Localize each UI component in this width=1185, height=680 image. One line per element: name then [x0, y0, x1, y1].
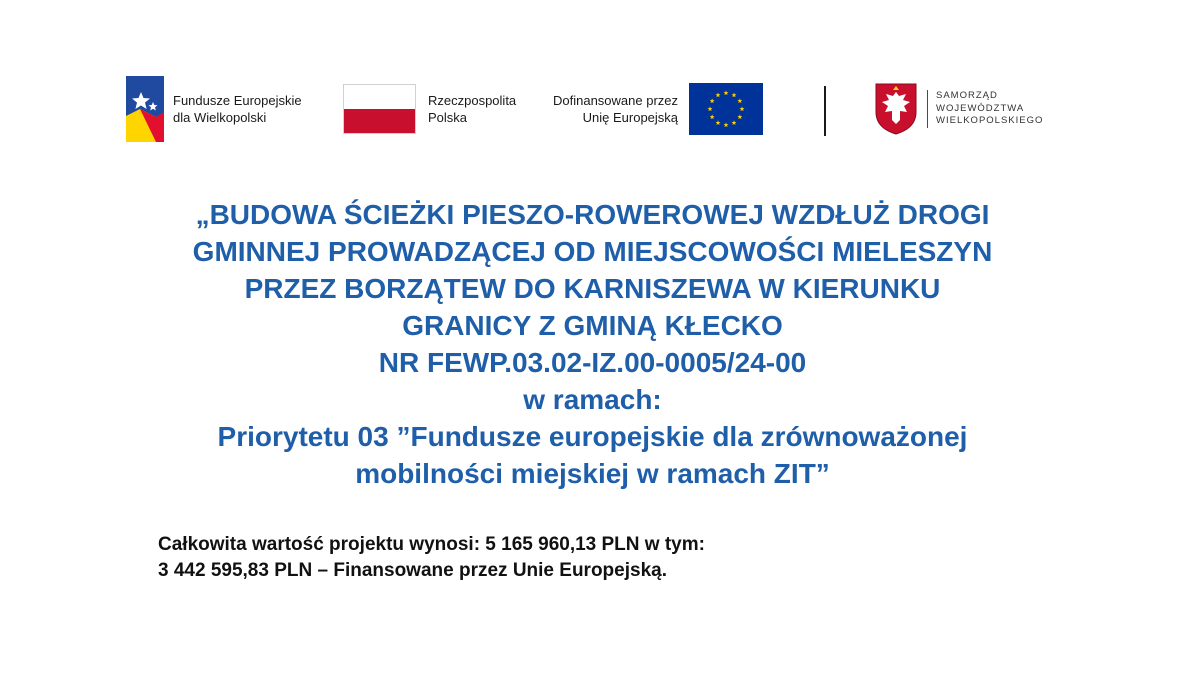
region-logo-text — [936, 90, 1043, 128]
funds-logo-line2: dla Wielkopolski — [173, 110, 267, 125]
funds-logo — [126, 76, 302, 142]
poland-logo-text — [428, 92, 516, 126]
poland-logo — [343, 76, 516, 142]
title-line-4: GRANICY Z GMINĄ KŁECKO — [402, 310, 783, 341]
poland-logo-line2: Polska — [428, 110, 468, 125]
region-logo-separator — [927, 90, 928, 128]
title-line-framework: w ramach: — [523, 384, 662, 415]
eu-flag-icon — [689, 83, 763, 135]
poland-logo-line1: Rzeczpospolita — [428, 93, 517, 108]
total-value-line: Całkowita wartość projektu wynosi: 5 165 960,13 PLN w tym: — [158, 534, 705, 555]
wielkopolska-eagle-crest-icon — [874, 82, 918, 136]
project-value-block — [158, 532, 705, 584]
eu-funding-line: 3 442 595,83 PLN – Finansowane przez Unie Europejską. — [158, 560, 667, 581]
polish-flag-icon — [343, 84, 416, 134]
region-logo — [874, 76, 1043, 142]
title-line-3: PRZEZ BORZĄTEW DO KARNISZEWA W KIERUNKU — [244, 273, 941, 304]
title-line-1: „BUDOWA ŚCIEŻKI PIESZO-ROWEROWEJ WZDŁUŻ DROGI — [195, 199, 990, 230]
eu-logo-line1: Dofinansowane przez — [553, 93, 679, 108]
eu-logo — [553, 76, 763, 142]
region-logo-line3: WIELKOPOLSKIEGO — [936, 115, 1044, 127]
funds-logo-text — [173, 92, 302, 126]
logo-bar — [126, 76, 1056, 142]
eu-logo-text — [553, 92, 678, 126]
project-number: NR FEWP.03.02-IZ.00-0005/24-00 — [378, 347, 807, 378]
title-line-2: GMINNEJ PROWADZĄCEJ OD MIEJSCOWOŚCI MIELESZYN — [192, 236, 993, 267]
funds-star-icon — [126, 76, 164, 142]
logo-divider — [824, 86, 826, 136]
region-logo-line2: WOJEWÓDZTWA — [936, 102, 1025, 114]
project-title-block — [80, 196, 1105, 492]
priority-line-1: Priorytetu 03 ”Fundusze europejskie dla zrównoważonej — [217, 421, 968, 452]
funds-logo-line1: Fundusze Europejskie — [173, 93, 302, 108]
region-logo-line1: SAMORZĄD — [936, 90, 998, 102]
priority-line-2: mobilności miejskiej w ramach ZIT” — [355, 458, 830, 489]
eu-logo-line2: Unię Europejską — [582, 110, 679, 125]
